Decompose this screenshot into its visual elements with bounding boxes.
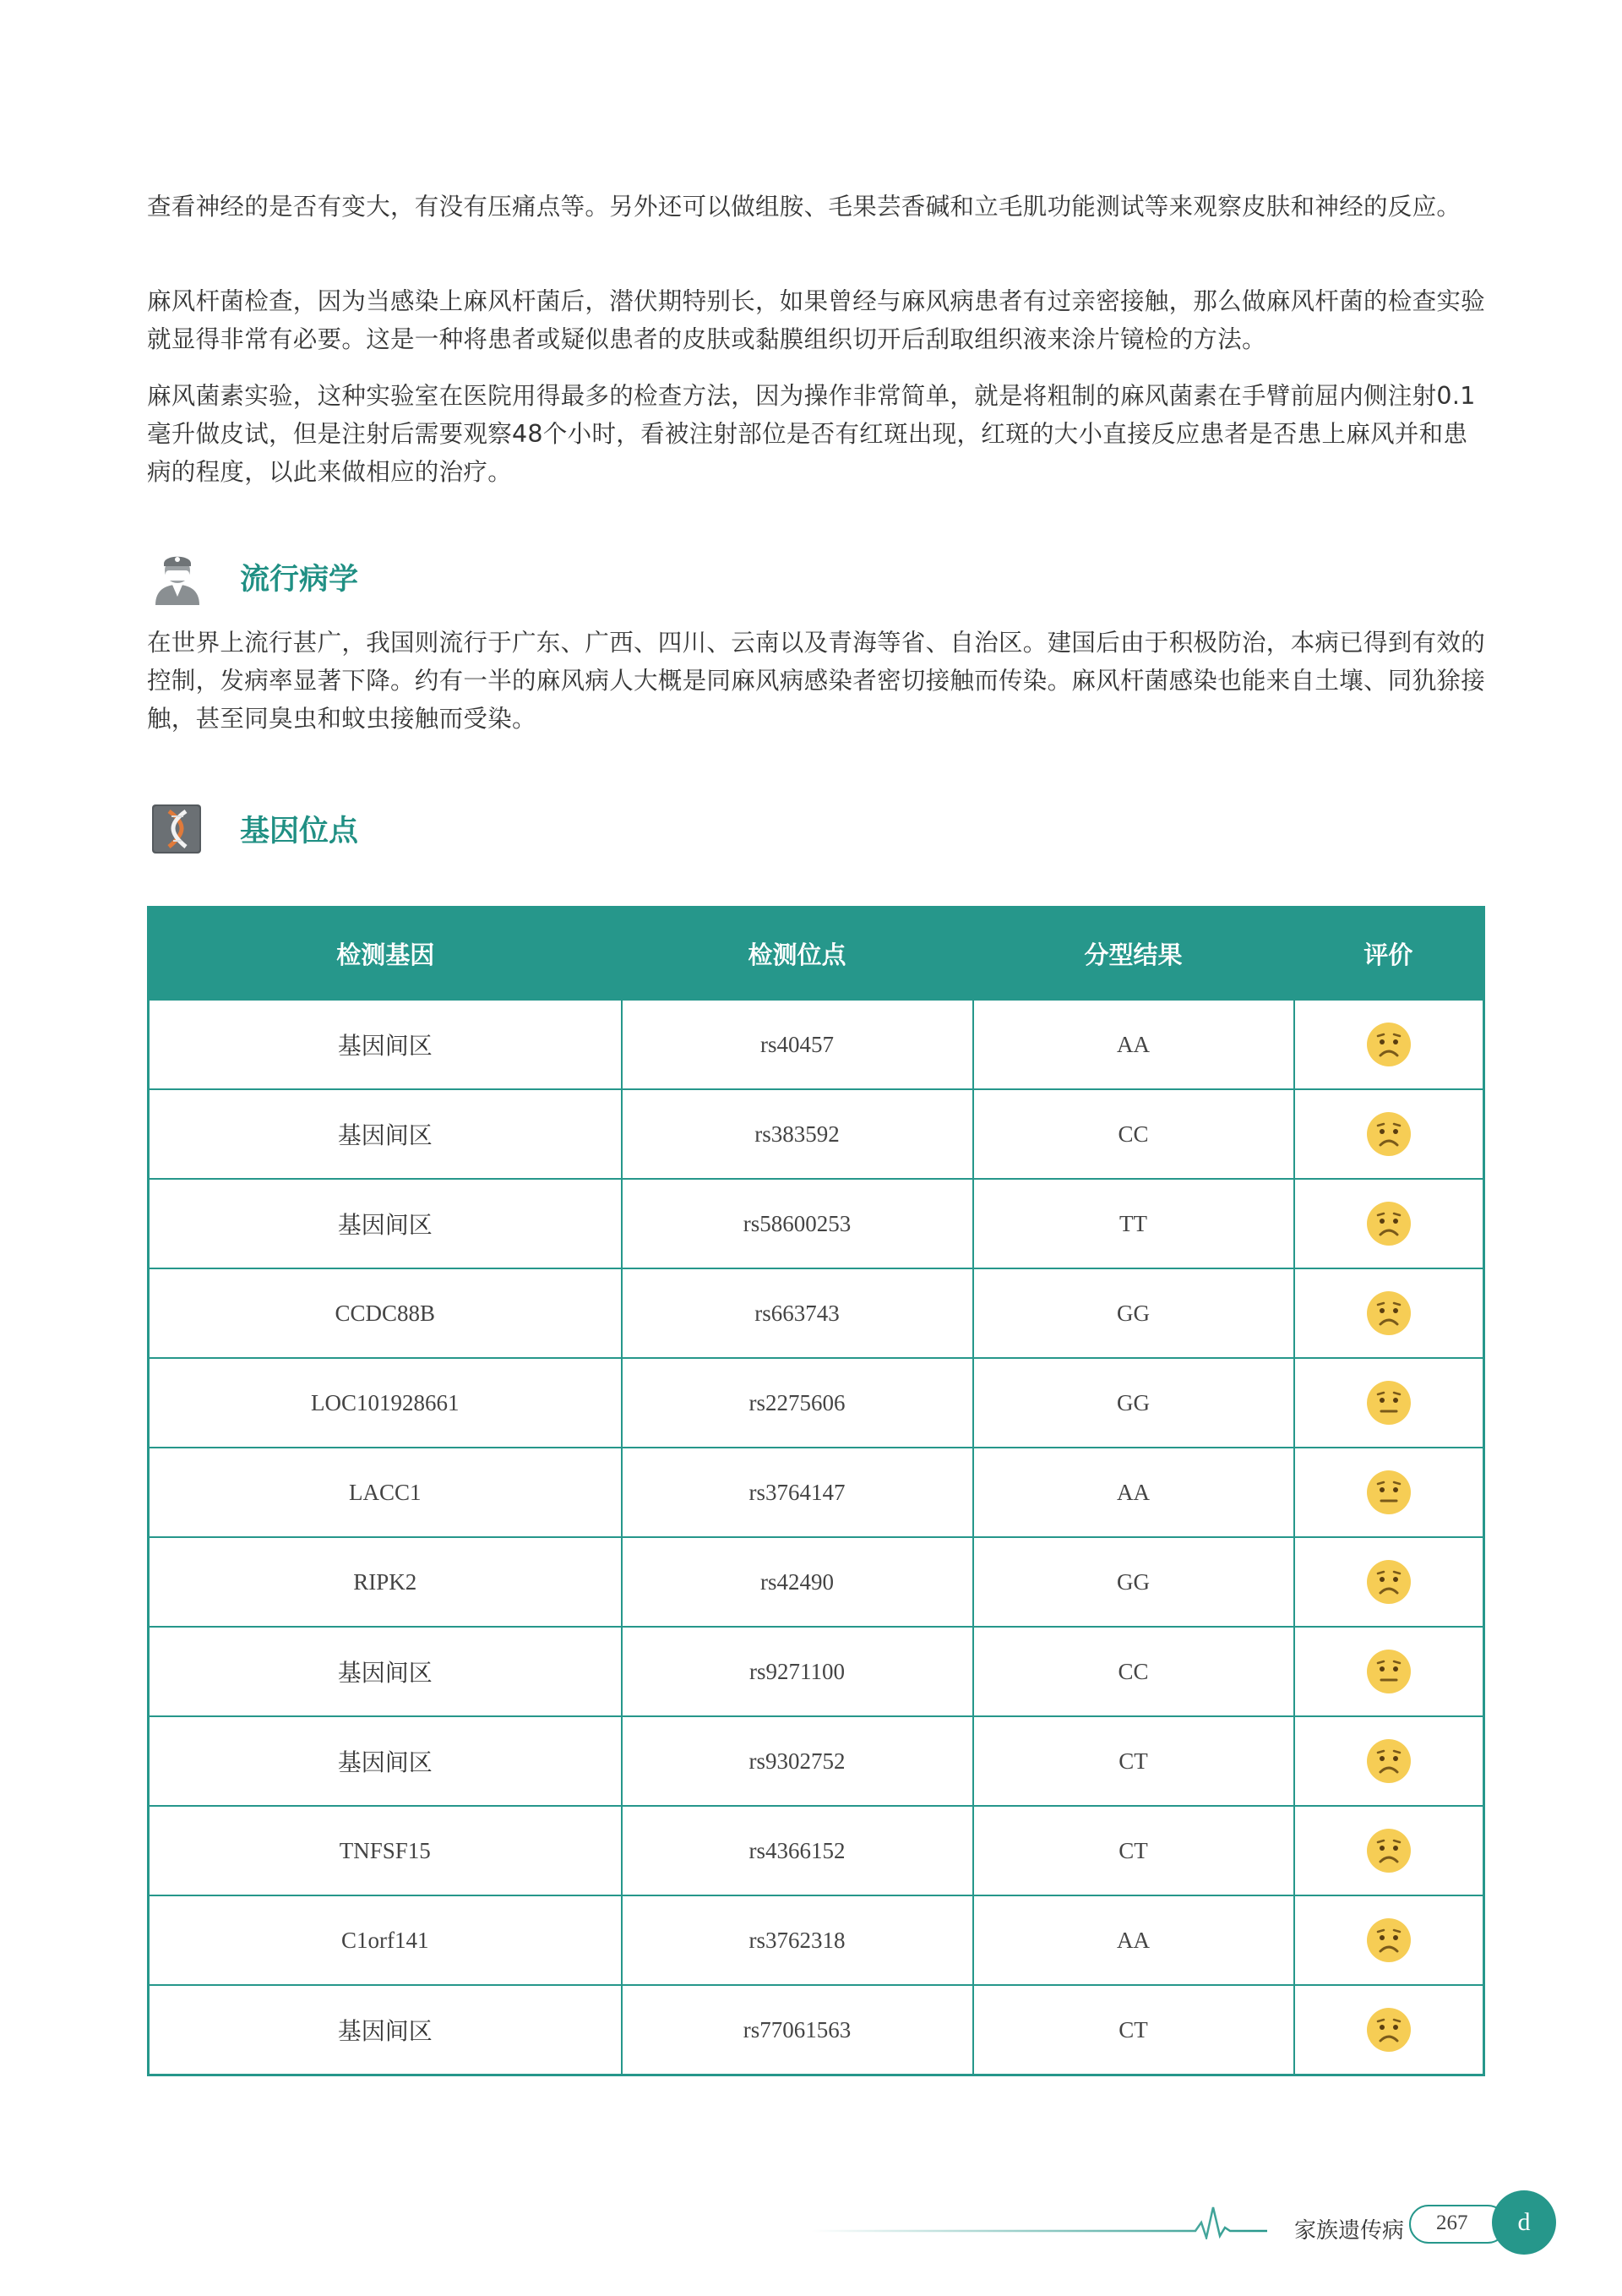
sad-face-icon — [1365, 1558, 1412, 1606]
sad-face-icon — [1365, 1200, 1412, 1247]
sad-face-icon — [1365, 1290, 1412, 1337]
cell-rating — [1294, 1985, 1484, 2075]
table-header-row — [149, 908, 1484, 1001]
doctor-icon — [150, 548, 204, 605]
table-row — [149, 1089, 1484, 1179]
table-row — [149, 1268, 1484, 1358]
section-title: 流行病学 — [240, 563, 359, 597]
page-number: 267 — [1436, 2211, 1468, 2234]
cell-gene: 基因间区 — [149, 1089, 622, 1179]
paragraph-nerve-tests: 查看神经的是否有变大，有没有压痛点等。另外还可以做组胺、毛果芸香碱和立毛肌功能测试等来观察皮肤和神经的反应。 — [147, 193, 1461, 221]
table-row — [149, 1448, 1484, 1537]
cell-locus: rs4366152 — [622, 1806, 973, 1895]
cell-locus: rs40457 — [622, 1000, 973, 1089]
cell-rating — [1294, 1716, 1484, 1806]
cell-genotype: AA — [973, 1448, 1294, 1537]
section-heading-epidemiology — [147, 548, 654, 615]
sad-face-icon — [1365, 1827, 1412, 1874]
cell-genotype: AA — [973, 1895, 1294, 1985]
cell-locus: rs9302752 — [622, 1716, 973, 1806]
sad-face-icon — [1365, 1021, 1412, 1068]
cell-gene: TNFSF15 — [149, 1806, 622, 1895]
cell-genotype: CC — [973, 1089, 1294, 1179]
table-row — [149, 1716, 1484, 1806]
gene-loci-table — [147, 906, 1485, 2076]
neutral-face-icon — [1365, 1379, 1412, 1426]
cell-gene: 基因间区 — [149, 1179, 622, 1268]
cell-locus: rs77061563 — [622, 1985, 973, 2075]
cell-genotype: CT — [973, 1985, 1294, 2075]
table-row — [149, 1537, 1484, 1627]
cell-rating — [1294, 1268, 1484, 1358]
cell-rating — [1294, 1895, 1484, 1985]
footer-pulse-line — [811, 2197, 1267, 2239]
cell-gene: CCDC88B — [149, 1268, 622, 1358]
sad-face-icon — [1365, 1110, 1412, 1158]
cell-gene: 基因间区 — [149, 1985, 622, 2075]
cell-genotype: AA — [973, 1000, 1294, 1089]
cell-rating — [1294, 1448, 1484, 1537]
cell-rating — [1294, 1537, 1484, 1627]
table-row — [149, 1895, 1484, 1985]
sad-face-icon — [1365, 2006, 1412, 2053]
dna-icon — [150, 799, 204, 857]
cell-genotype: GG — [973, 1268, 1294, 1358]
footer-book-title: 家族遗传病 — [1294, 2218, 1405, 2244]
table-row — [149, 1627, 1484, 1716]
cell-gene: LACC1 — [149, 1448, 622, 1537]
cell-rating — [1294, 1089, 1484, 1179]
table-row — [149, 1000, 1484, 1089]
column-header-genotype: 分型结果 — [973, 908, 1294, 1001]
cell-locus: rs2275606 — [622, 1358, 973, 1448]
page-letter: d — [1517, 2208, 1531, 2236]
cell-rating — [1294, 1806, 1484, 1895]
column-header-gene: 检测基因 — [149, 908, 622, 1001]
cell-locus: rs42490 — [622, 1537, 973, 1627]
cell-locus: rs383592 — [622, 1089, 973, 1179]
cell-locus: rs3762318 — [622, 1895, 973, 1985]
sad-face-icon — [1365, 1917, 1412, 1964]
table-row — [149, 1806, 1484, 1895]
cell-rating — [1294, 1627, 1484, 1716]
table-row — [149, 1985, 1484, 2075]
paragraph-lepromin-test: 麻风菌素实验，这种实验室在医院用得最多的检查方法，因为操作非常简单，就是将粗制的麻风菌素在手臂前屈内侧注射0.1毫升做皮试，但是注射后需要观察48个小时，看被注射部位是否有红斑出现，红斑的大小直接反应患者是否患上麻风并和患病的程度，以此来做相应的治疗。 — [147, 382, 1476, 486]
cell-gene: C1orf141 — [149, 1895, 622, 1985]
cell-gene: 基因间区 — [149, 1627, 622, 1716]
table-row — [149, 1358, 1484, 1448]
cell-locus: rs3764147 — [622, 1448, 973, 1537]
cell-genotype: CC — [973, 1627, 1294, 1716]
cell-gene: 基因间区 — [149, 1716, 622, 1806]
cell-rating — [1294, 1358, 1484, 1448]
column-header-rating: 评价 — [1294, 908, 1484, 1001]
section-heading-gene-loci — [147, 799, 654, 867]
cell-locus: rs663743 — [622, 1268, 973, 1358]
cell-genotype: GG — [973, 1358, 1294, 1448]
cell-genotype: CT — [973, 1806, 1294, 1895]
column-header-locus: 检测位点 — [622, 908, 973, 1001]
paragraph-bacillus-exam: 麻风杆菌检查，因为当感染上麻风杆菌后，潜伏期特别长，如果曾经与麻风病患者有过亲密接触，那么做麻风杆菌的检查实验就显得非常有必要。这是一种将患者或疑似患者的皮肤或黏膜组织切开后刮取组织液来涂片镜检的方法。 — [147, 287, 1486, 353]
cell-gene: RIPK2 — [149, 1537, 622, 1627]
table-row — [149, 1179, 1484, 1268]
cell-rating — [1294, 1179, 1484, 1268]
paragraph-epidemiology: 在世界上流行甚广，我国则流行于广东、广西、四川、云南以及青海等省、自治区。建国后由于积极防治，本病已得到有效的控制，发病率显著下降。约有一半的麻风病人大概是同麻风病感染者密切接触而传染。麻风杆菌感染也能来自土壤、同犰狳接触，甚至同臭虫和蚊虫接触而受染。 — [147, 629, 1486, 733]
sad-face-icon — [1365, 1737, 1412, 1785]
section-title: 基因位点 — [240, 815, 359, 848]
cell-locus: rs9271100 — [622, 1627, 973, 1716]
cell-genotype: GG — [973, 1537, 1294, 1627]
cell-rating — [1294, 1000, 1484, 1089]
cell-locus: rs58600253 — [622, 1179, 973, 1268]
neutral-face-icon — [1365, 1648, 1412, 1695]
cell-genotype: CT — [973, 1716, 1294, 1806]
cell-genotype: TT — [973, 1179, 1294, 1268]
cell-gene: 基因间区 — [149, 1000, 622, 1089]
neutral-face-icon — [1365, 1469, 1412, 1516]
cell-gene: LOC101928661 — [149, 1358, 622, 1448]
